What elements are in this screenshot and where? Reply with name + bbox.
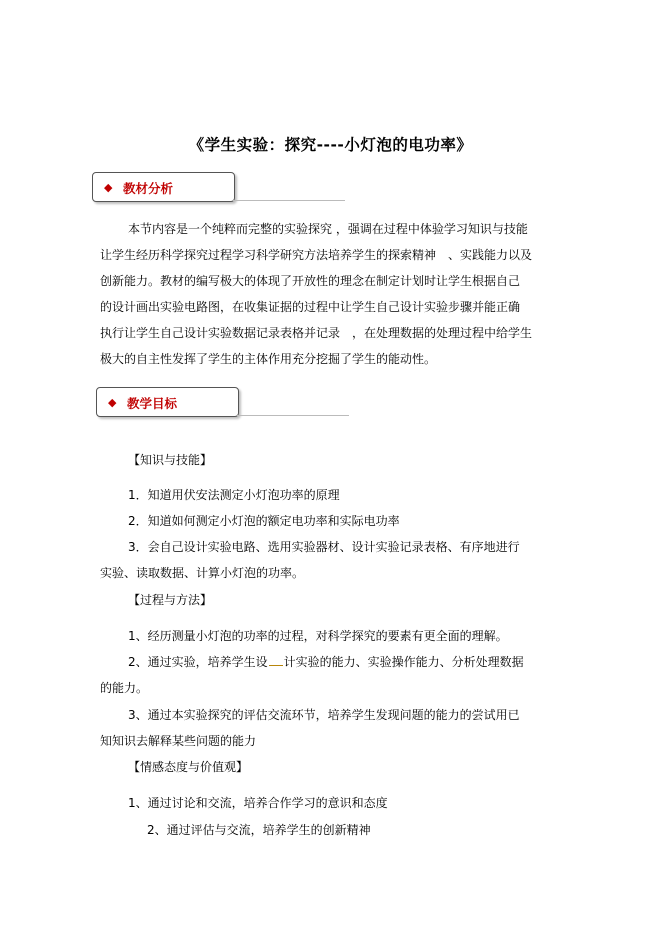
knowledge-item: 3．会自己设计实验电路、选用实验器材、设计实验记录表格、有序地进行 [128,540,520,554]
heading-tab [92,172,235,202]
process-item-text: 计实验的能力、实验操作能力、分析处理数据 [283,655,524,669]
analysis-line: 让学生经历科学探究过程学习科学研究方法培养学生的探索精神 、实践能力以及 [100,248,533,262]
knowledge-item: 2．知道如何测定小灯泡的额定电功率和实际电功率 [128,514,400,528]
section-heading-goals [96,387,248,417]
heading-label: 教学目标 [127,396,178,411]
heading-label: 教材分析 [123,181,174,196]
analysis-line: 的设计画出实验电路图，在收集证据的过程中让学生自己设计实验步骤并能正确 [100,300,521,314]
attitude-item: 2、通过评估与交流，培养学生的创新精神 [147,823,371,837]
analysis-line: 本节内容是一个纯粹而完整的实验探究 ，强调在过程中体验学习知识与技能 [128,222,528,236]
document-title: 《学生实验：探究----小灯泡的电功率》 [188,136,473,154]
knowledge-header: 【知识与技能】 [128,453,213,467]
process-item [128,655,524,669]
diamond-bullet-icon: ◆ [104,181,113,194]
knowledge-item: 实验、读取数据、计算小灯泡的功率。 [100,566,305,580]
attitude-item: 1、通过讨论和交流，培养合作学习的意识和态度 [128,796,388,810]
analysis-line: 执行让学生自己设计实验数据记录表格并记录 ，在处理数据的处理过程中给学生 [100,326,533,340]
analysis-line: 创新能力。教材的编写极大的体现了开放性的理念在制定计划时让学生根据自己 [100,274,521,288]
analysis-line: 极大的自主性发挥了学生的主体作用充分挖掘了学生的能动性。 [100,352,437,366]
heading-tab [96,387,239,417]
process-item-text: 2、通过实验，培养学生设 [128,655,268,669]
process-item: 1、经历测量小灯泡的功率的过程，对科学探究的要素有更全面的理解。 [128,629,508,643]
process-header: 【过程与方法】 [128,593,213,607]
process-item: 3、通过本实验探究的评估交流环节，培养学生发现问题的能力的尝试用已 [128,708,520,722]
diamond-bullet-icon: ◆ [108,396,117,409]
knowledge-item: 1．知道用伏安法测定小灯泡功率的原理 [128,488,340,502]
heading-underline [233,200,345,201]
attitude-header: 【情感态度与价值观】 [128,760,249,774]
process-item: 知知识去解释某些问题的能力 [100,734,257,748]
heading-underline [237,415,349,416]
underline-blank [269,655,283,666]
section-heading-analysis [92,172,244,202]
process-item: 的能力。 [100,681,149,695]
